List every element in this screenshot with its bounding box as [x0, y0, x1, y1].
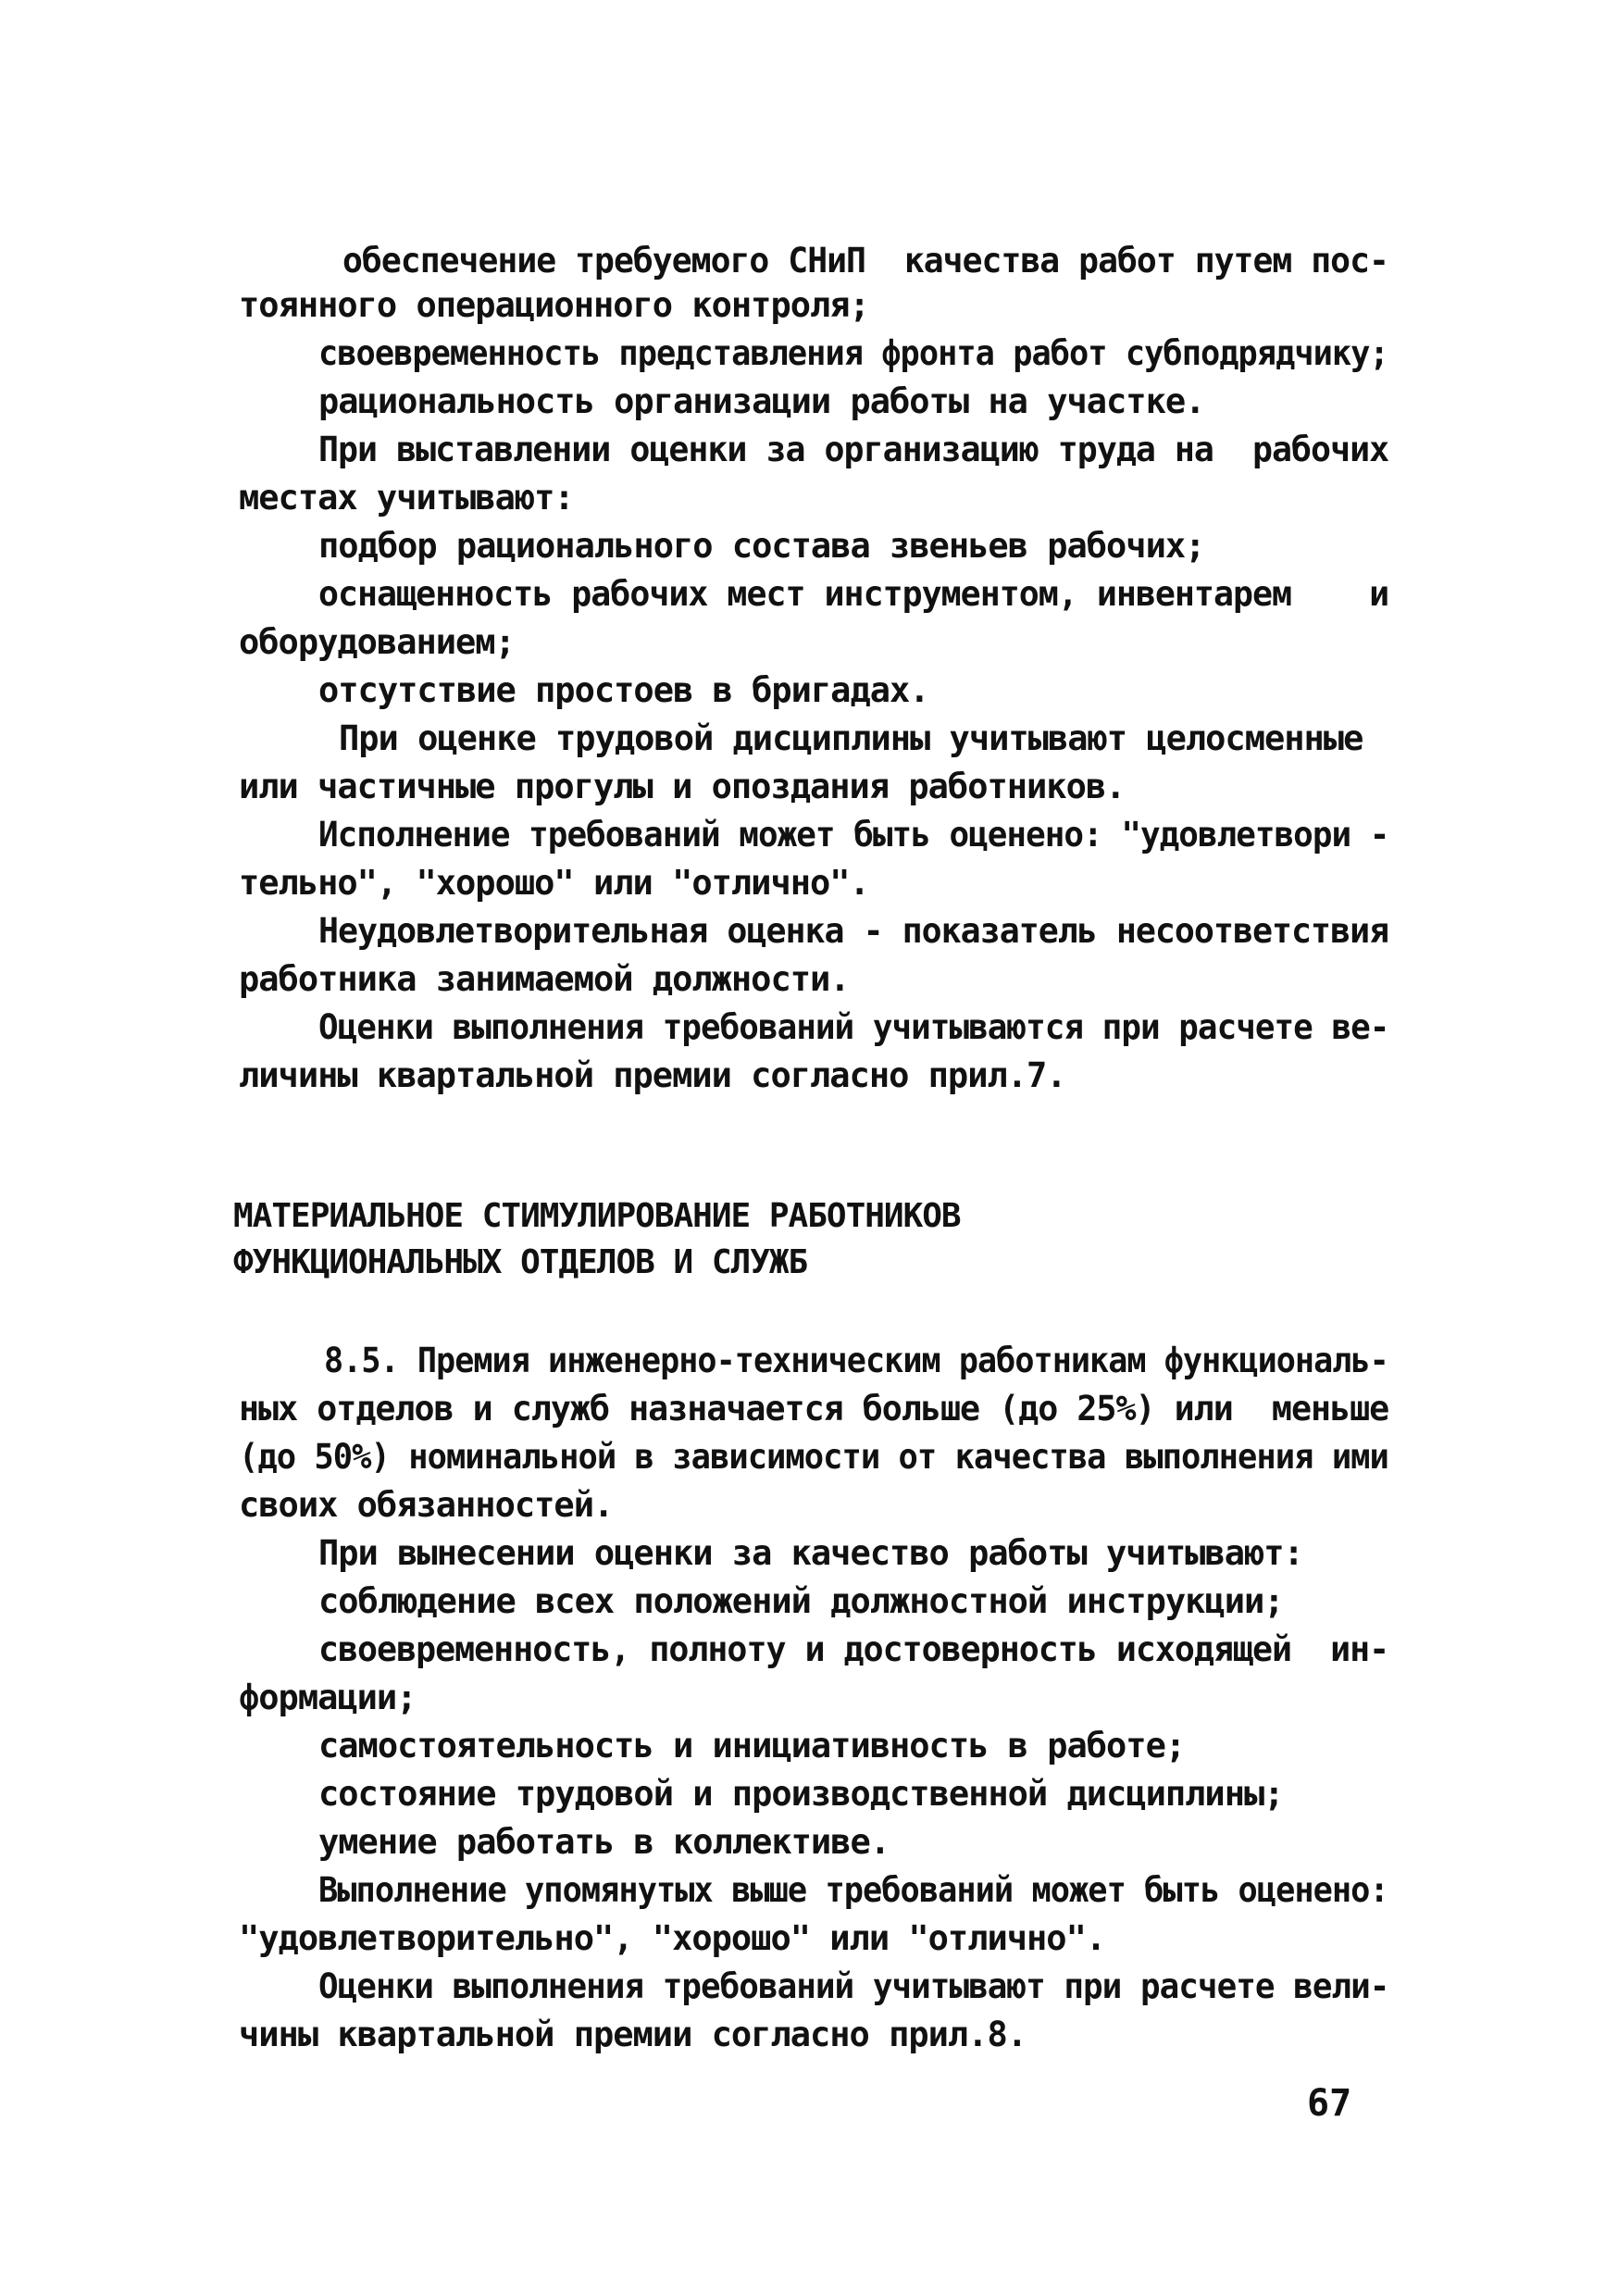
text-line: своих обязанностей.: [239, 1485, 614, 1525]
text-line: тельно", "хорошо" или "отлично".: [239, 863, 869, 903]
text-line: местах учитывают:: [239, 478, 574, 518]
text-line: оснащенность рабочих мест инструментом, инвентарем и: [318, 574, 1389, 614]
text-line: своевременность представления фронта работ субподрядчику;: [318, 333, 1388, 373]
text-line: или частичные прогулы и опоздания работников.: [239, 767, 1126, 806]
heading-line-1: МАТЕРИАЛЬНОЕ СТИМУЛИРОВАНИЕ РАБОТНИКОВ: [233, 1197, 961, 1235]
text-line: (до 50%) номинальной в зависимости от качества выполнения ими: [239, 1437, 1388, 1477]
text-line: При выставлении оценки за организацию труда на рабочих: [318, 430, 1389, 469]
page-number: 67: [1307, 2082, 1352, 2125]
text-line: формации;: [239, 1678, 417, 1717]
text-line: соблюдение всех положений должностной инструкции;: [318, 1581, 1284, 1621]
text-line: чины квартальной премии согласно прил.8.: [239, 2015, 1027, 2054]
text-line: 8.5. Премия инженерно-техническим работникам функциональ-: [324, 1341, 1388, 1380]
text-line: Оценки выполнения требований учитываются при расчете ве-: [318, 1007, 1389, 1047]
text-line: Неудовлетворительная оценка - показатель несоответствия: [318, 911, 1389, 951]
text-line: личины квартальной премии согласно прил.7.: [239, 1055, 1066, 1095]
text-line: обеспечение требуемого СНиП качества работ путем пос-: [342, 241, 1388, 281]
text-line: рациональность организации работы на участке.: [318, 381, 1205, 421]
text-line: тоянного операционного контроля;: [239, 285, 869, 325]
text-line: "удовлетворительно", "хорошо" или "отлично".: [239, 1918, 1106, 1958]
text-line: Оценки выполнения требований учитывают при расчете вели-: [318, 1966, 1389, 2006]
text-line: самостоятельность и инициативность в работе;: [318, 1726, 1186, 1766]
text-line: работника занимаемой должности.: [239, 959, 850, 999]
text-line: состояние трудовой и производственной дисциплины;: [318, 1774, 1284, 1814]
text-line: Выполнение упомянутых выше требований может быть оценено:: [318, 1870, 1388, 1910]
text-line: отсутствие простоев в бригадах.: [318, 670, 929, 710]
text-line: оборудованием;: [239, 622, 515, 662]
heading-line-2: ФУНКЦИОНАЛЬНЫХ ОТДЕЛОВ И СЛУЖБ: [233, 1243, 808, 1281]
text-line: При оценке трудовой дисциплины учитывают целосменные: [339, 718, 1363, 758]
text-line: своевременность, полноту и достоверность исходящей ин-: [318, 1629, 1389, 1669]
text-line: умение работать в коллективе.: [318, 1822, 890, 1862]
text-line: подбор рационального состава звеньев рабочих;: [318, 526, 1205, 566]
text-line: ных отделов и служб назначается больше (до 25%) или меньше: [239, 1389, 1389, 1429]
text-line: При вынесении оценки за качество работы учитывают:: [318, 1533, 1303, 1573]
text-line: Исполнение требований может быть оценено: "удовлетвори -: [318, 815, 1389, 855]
